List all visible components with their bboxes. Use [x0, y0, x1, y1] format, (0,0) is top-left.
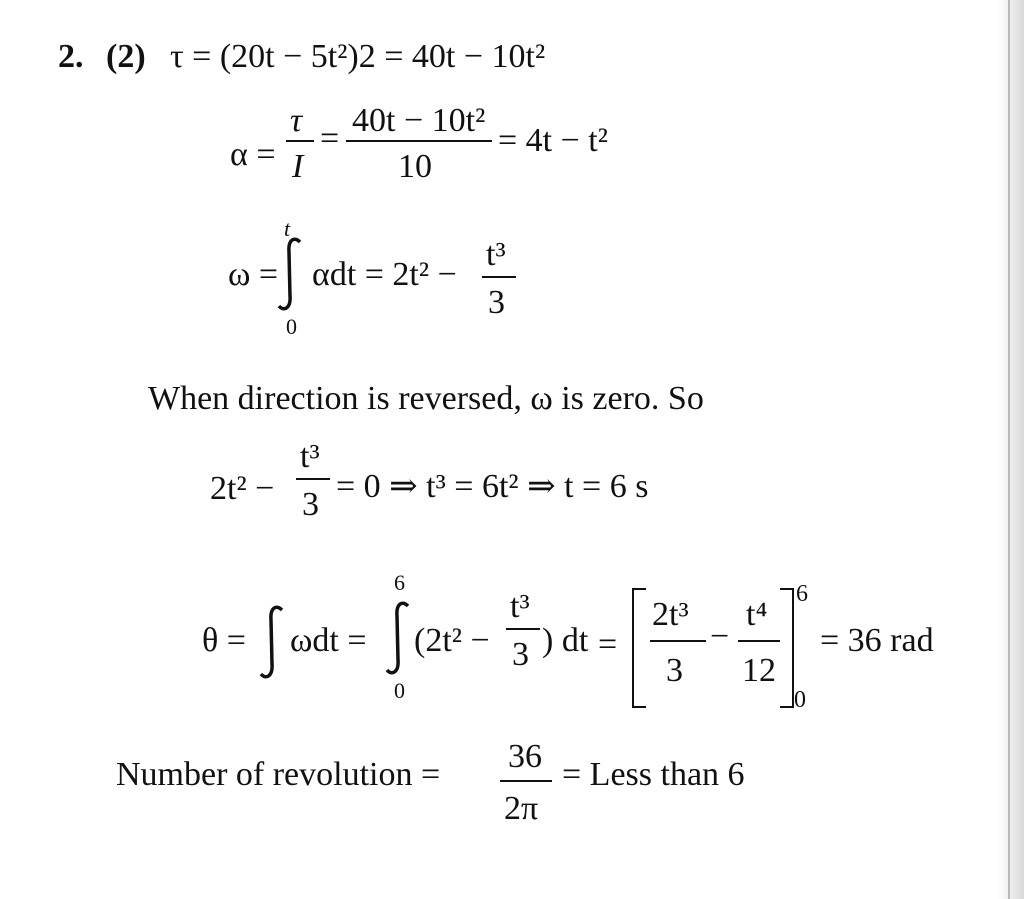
revolution-fraction-bar: [500, 780, 552, 782]
omega-integral-upper-limit: t: [284, 216, 291, 241]
alpha-tau-numerator: τ: [290, 102, 303, 139]
alpha-I-denominator: I: [292, 148, 304, 185]
bracket-minus: −: [710, 618, 730, 655]
reversal-rhs: = 0 ⇒ t³ = 6t² ⇒ t = 6 s: [336, 468, 649, 505]
omega-fraction-denominator: 3: [488, 284, 505, 321]
theta-integrand-fraction-bar: [506, 628, 540, 630]
theta-integrand-fraction-denominator: 3: [512, 636, 529, 673]
bracket-fraction1-denominator: 3: [666, 652, 683, 689]
alpha-middle-denominator: 10: [398, 148, 432, 185]
alpha-middle-numerator: 40t − 10t²: [352, 102, 486, 139]
alpha-middle-fraction-bar: [346, 140, 492, 142]
theta-rhs: = 36 rad: [820, 622, 934, 659]
bracket-fraction2-denominator: 12: [742, 652, 776, 689]
theta-second-integral-sign: [384, 600, 414, 676]
omega-fraction-numerator: t³: [486, 236, 506, 273]
direction-statement: When direction is reversed, ω is zero. So: [148, 380, 704, 417]
answer-option: (2): [106, 38, 146, 75]
alpha-lhs: α =: [230, 136, 276, 173]
bracket-fraction2-bar: [738, 640, 780, 642]
right-bracket: [780, 588, 794, 708]
omega-fraction-bar: [482, 276, 516, 278]
theta-equals: =: [598, 626, 618, 663]
theta-integrand-left: (2t² −: [414, 622, 490, 659]
omega-integral-sign: [276, 236, 306, 312]
theta-integrand-fraction-numerator: t³: [510, 588, 530, 625]
question-number: 2.: [58, 38, 84, 75]
omega-lhs: ω =: [228, 256, 279, 293]
bracket-fraction1-numerator: 2t³: [652, 596, 689, 633]
page-edge-line: [1008, 0, 1010, 899]
omega-integral-lower-limit: 0: [286, 314, 297, 339]
alpha-tau-fraction-bar: [286, 140, 314, 142]
revolution-label: Number of revolution =: [116, 756, 441, 793]
page-edge-shadow: [998, 0, 1024, 899]
bracket-upper-limit: 6: [796, 581, 808, 607]
reversal-fraction-denominator: 3: [302, 486, 319, 523]
bracket-fraction1-bar: [650, 640, 706, 642]
alpha-rhs: = 4t − t²: [498, 122, 608, 159]
theta-integral-upper-limit: 6: [394, 570, 405, 595]
bracket-fraction2-numerator: t⁴: [746, 596, 768, 633]
revolution-fraction-denominator: 2π: [504, 790, 539, 827]
reversal-lhs: 2t² −: [210, 470, 275, 507]
revolution-fraction-numerator: 36: [508, 738, 542, 775]
theta-first-integral-sign: [258, 604, 288, 680]
alpha-equals: =: [320, 120, 340, 157]
left-bracket: [632, 588, 646, 708]
theta-integrand-right: ) dt: [542, 622, 589, 659]
theta-first-integrand: ωdt =: [290, 622, 367, 659]
theta-lhs: θ =: [202, 622, 246, 659]
bracket-lower-limit: 0: [794, 687, 806, 713]
torque-equation: τ = (20t − 5t²)2 = 40t − 10t²: [170, 38, 546, 75]
theta-integral-lower-limit: 0: [394, 678, 405, 703]
reversal-fraction-numerator: t³: [300, 438, 320, 475]
reversal-fraction-bar: [296, 478, 330, 480]
revolution-rhs: = Less than 6: [562, 756, 745, 793]
omega-integrand: αdt = 2t² −: [312, 256, 457, 293]
